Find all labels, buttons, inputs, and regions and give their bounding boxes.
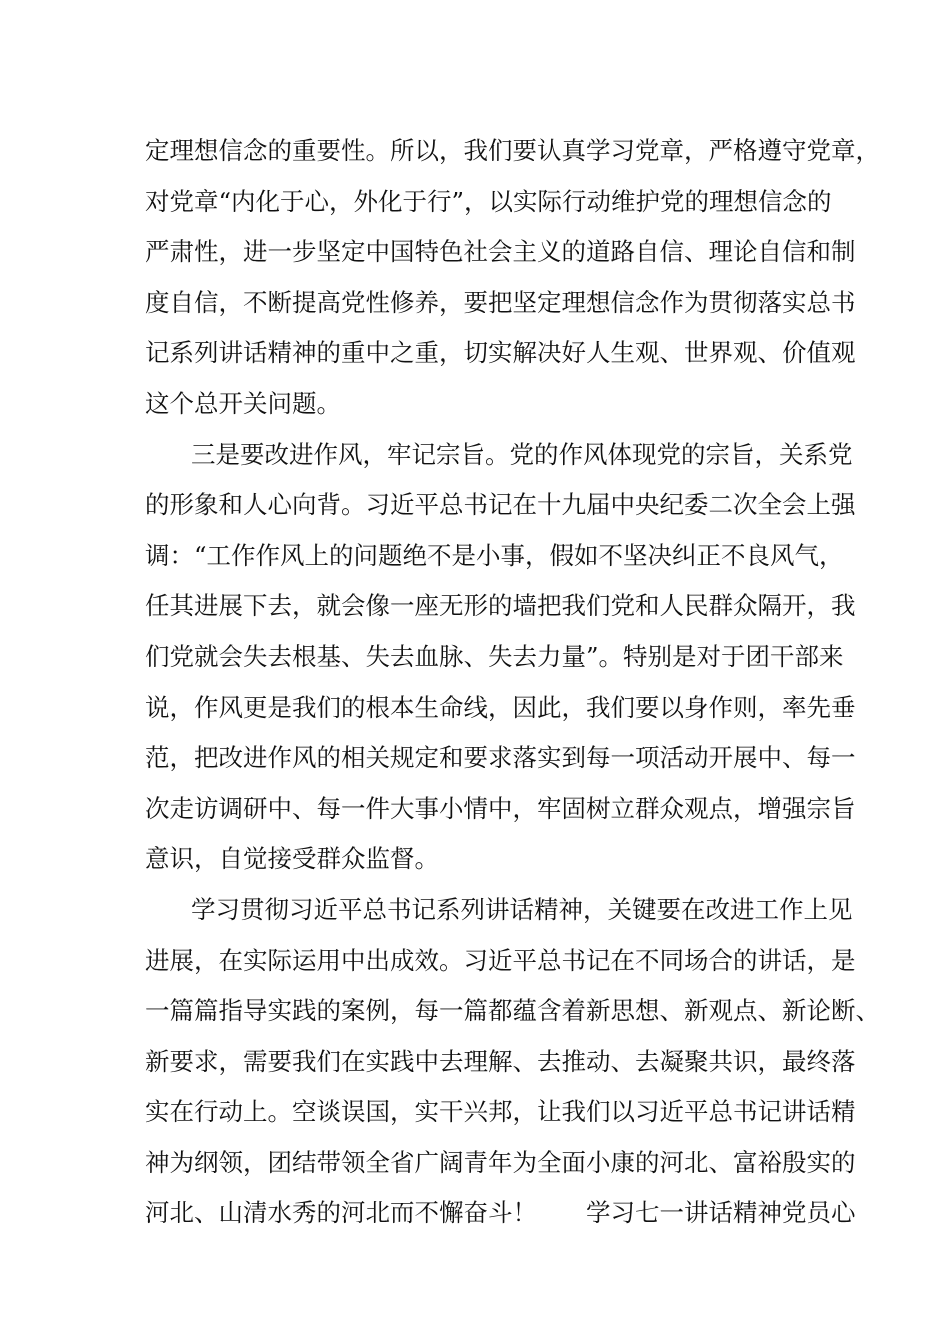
text-line: 任其进展下去，就会像一座无形的墙把我们党和人民群众隔开，我 xyxy=(145,591,856,621)
text-line: 意识，自觉接受群众监督。 xyxy=(145,844,439,874)
text-line: 神为纲领，团结带领全省广阔青年为全面小康的河北、富裕殷实的 xyxy=(145,1147,856,1177)
body-text xyxy=(145,126,880,1239)
text-line: 的形象和人心向背。习近平总书记在十九届中央纪委二次全会上强 xyxy=(145,490,856,520)
text-line: 严肃性，进一步坚定中国特色社会主义的道路自信、理论自信和制 xyxy=(145,237,856,267)
text-line: 度自信，不断提高党性修养，要把坚定理想信念作为贯彻落实总书 xyxy=(145,287,856,317)
text-line: 范，把改进作风的相关规定和要求落实到每一项活动开展中、每一 xyxy=(145,743,856,773)
text-line: 调：“工作作风上的问题绝不是小事，假如不坚决纠正不良风气， xyxy=(145,540,844,570)
text-line: 们党就会失去根基、失去血脉、失去力量”。特别是对于团干部来 xyxy=(145,641,844,671)
text-line: 河北、山清水秀的河北而不懈奋斗！ 学习七一讲话精神党员心 xyxy=(145,1198,856,1228)
paragraph-start-line: 三是要改进作风，牢记宗旨。党的作风体现党的宗旨，关系党 xyxy=(191,439,853,469)
text-line: 一篇篇指导实践的案例，每一篇都蕴含着新思想、新观点、新论断、 xyxy=(145,996,880,1026)
text-line: 这个总开关问题。 xyxy=(145,388,341,418)
text-line: 定理想信念的重要性。所以，我们要认真学习党章，严格遵守党章， xyxy=(145,136,880,165)
text-line: 记系列讲话精神的重中之重，切实解决好人生观、世界观、价值观 xyxy=(145,338,856,368)
text-line: 说，作风更是我们的根本生命线，因此，我们要以身作则，率先垂 xyxy=(145,692,856,722)
text-line: 次走访调研中、每一件大事小情中，牢固树立群众观点，增强宗旨 xyxy=(145,793,856,823)
text-line: 实在行动上。空谈误国，实干兴邦，让我们以习近平总书记讲话精 xyxy=(145,1097,856,1127)
text-line: 进展，在实际运用中出成效。习近平总书记在不同场合的讲话，是 xyxy=(145,945,856,975)
text-line: 新要求，需要我们在实践中去理解、去推动、去凝聚共识，最终落 xyxy=(145,1046,856,1076)
text-line: 对党章“内化于心，外化于行”，以实际行动维护党的理想信念的 xyxy=(145,186,832,216)
paragraph-start-line: 学习贯彻习近平总书记系列讲话精神，关键要在改进工作上见 xyxy=(191,894,853,924)
